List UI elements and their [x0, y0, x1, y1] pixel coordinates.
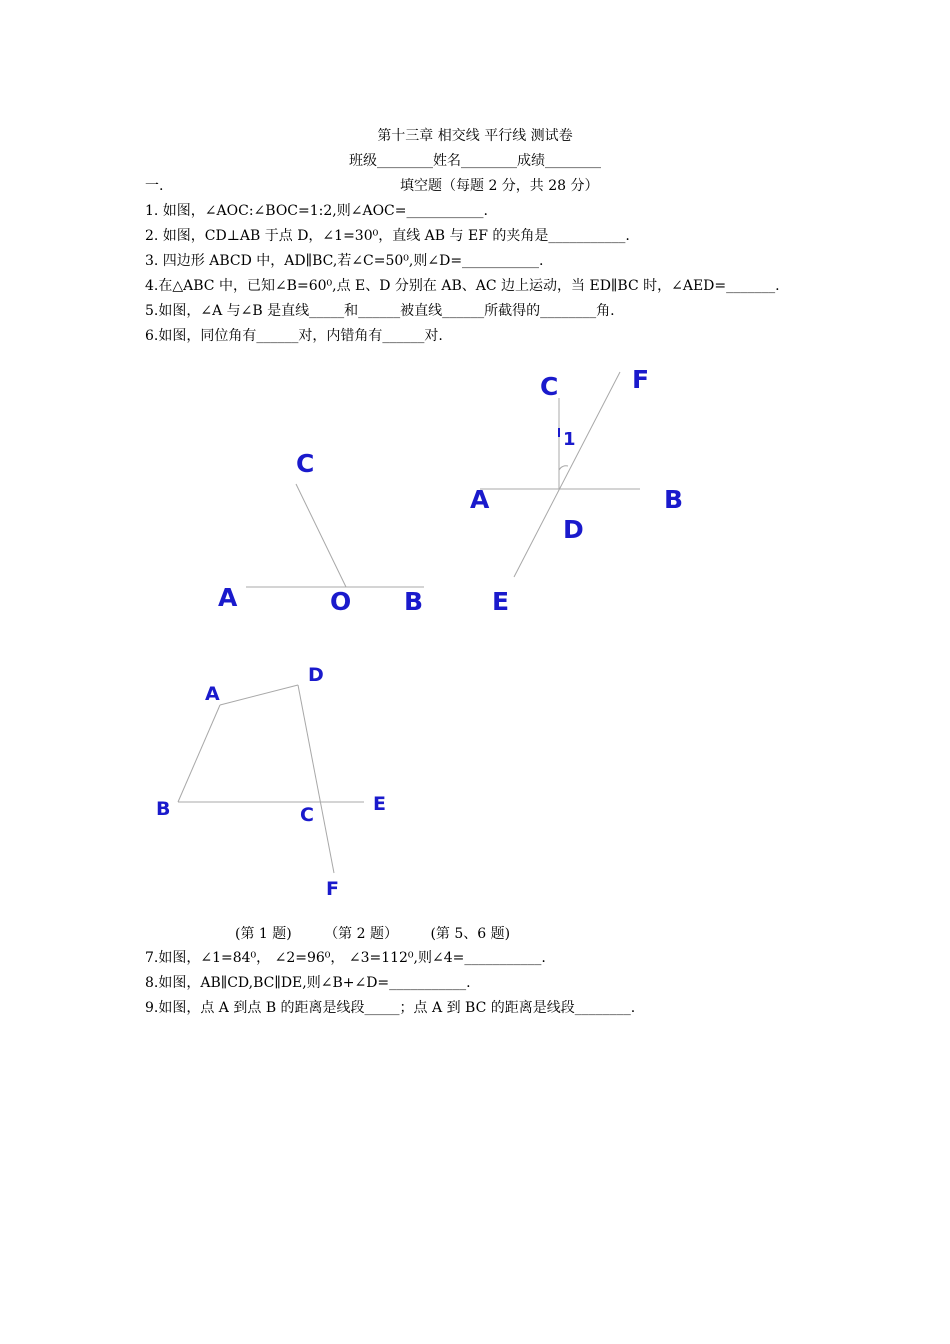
label-a: A: [205, 683, 220, 705]
label-b: B: [404, 587, 424, 616]
label-e: E: [492, 587, 510, 616]
label-b: B: [664, 485, 684, 514]
question-8: 8.如图，AB∥CD,BC∥DE,则∠B+∠D=___________.: [145, 975, 471, 991]
label-d: D: [563, 515, 584, 544]
page-title: 第十三章 相交线 平行线 测试卷: [377, 128, 573, 144]
label-f: F: [326, 878, 339, 900]
angle-1-arc: [559, 466, 568, 470]
student-info-fields: 班级________姓名________成绩________: [349, 153, 601, 169]
caption-figure-1: (第 1 题): [235, 926, 292, 942]
label-angle-1: 1: [563, 429, 576, 450]
ray-oc: [296, 484, 346, 587]
question-1: 1. 如图，∠AOC:∠BOC=1:2,则∠AOC=___________.: [145, 203, 488, 219]
figure-captions: [235, 925, 538, 943]
label-c: C: [540, 372, 559, 401]
caption-figure-2: （第 2 题）: [324, 926, 398, 942]
label-a: A: [218, 583, 238, 612]
question-9: 9.如图，点 A 到点 B 的距离是线段_____；点 A 到 BC 的距离是线段________.: [145, 1000, 636, 1016]
label-f: F: [632, 365, 650, 394]
label-c: C: [296, 449, 315, 478]
section-number: 一.: [145, 178, 164, 194]
line-df: [298, 685, 334, 873]
segment-ad: [220, 685, 298, 705]
caption-figure-5-6: (第 5、6 题): [430, 926, 511, 942]
label-e: E: [373, 793, 386, 815]
section-title: 填空题（每题 2 分，共 28 分）: [400, 178, 599, 194]
figure-3: [156, 664, 386, 900]
label-b: B: [156, 798, 171, 820]
question-3: 3. 四边形 ABCD 中，AD∥BC,若∠C=50⁰,则∠D=___________.: [145, 253, 544, 269]
label-a: A: [470, 485, 490, 514]
question-5: 5.如图，∠A 与∠B 是直线_____和______被直线______所截得的________角.: [145, 303, 615, 319]
question-7: 7.如图，∠1=84⁰， ∠2=96⁰， ∠3=112⁰,则∠4=___________.: [145, 950, 546, 966]
question-2: 2. 如图，CD⊥AB 于点 D，∠1=30⁰，直线 AB 与 EF 的夹角是___________.: [145, 228, 630, 244]
label-o: O: [330, 587, 352, 616]
label-d: D: [308, 664, 324, 686]
question-6: 6.如图，同位角有______对，内错角有______对.: [145, 328, 443, 344]
figure-2: [470, 365, 683, 616]
figure-1: [218, 449, 424, 616]
segment-ab: [178, 705, 220, 802]
question-4: 4.在△ABC 中，已知∠B=60⁰,点 E、D 分别在 AB、AC 边上运动，当 ED∥BC 时，∠AED=_______.: [145, 278, 780, 294]
line-ef: [514, 372, 620, 577]
label-c: C: [300, 804, 314, 826]
